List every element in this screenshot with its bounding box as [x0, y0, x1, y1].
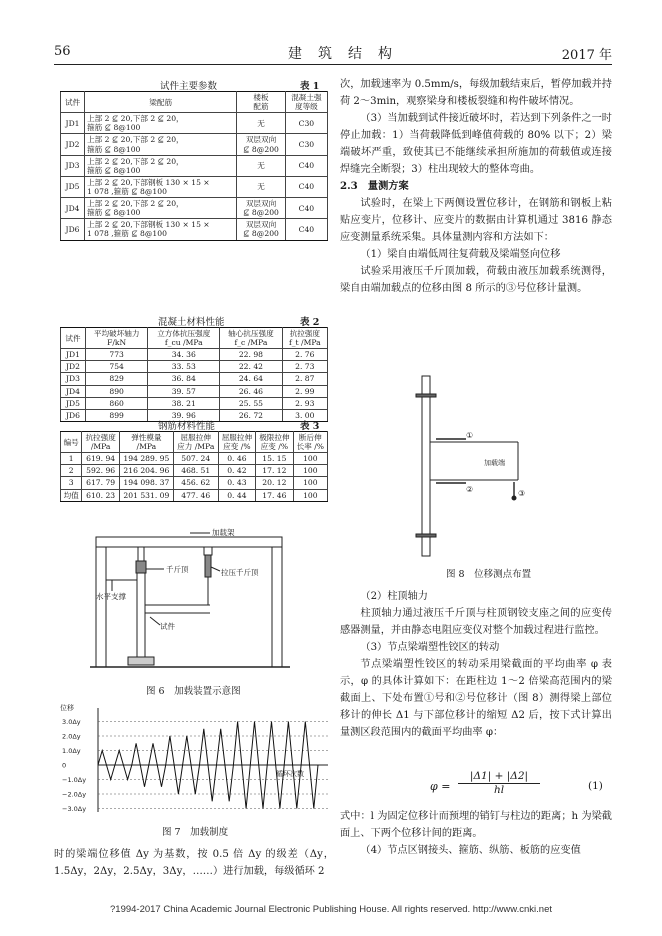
table-row	[61, 453, 328, 465]
table-cell: 100	[293, 453, 327, 465]
table-cell: 2. 87	[282, 373, 327, 385]
table-row	[61, 373, 328, 385]
right-paragraph-3: 试验时，在梁上下两侧设置位移计，在钢筋和钢板上粘贴应变片，位移计、应变片的数据由计算机通过 3816 静态应变测量系统采集。具体量测内容和方法如下：	[340, 198, 612, 243]
right-paragraph-4: 试验采用液压千斤顶加载，荷载由液压加载系统测得，梁自由端加载点的位移由图 8 所示的③号位移计量测。	[340, 266, 612, 294]
table-cell: C40	[285, 155, 327, 176]
table1-header-row	[61, 92, 328, 113]
fig7-ytick-label: −2.0Δy	[62, 790, 87, 799]
journal-title: 建 筑 结 构	[288, 46, 393, 62]
table-cell: 上部 2 ⊈ 20,下部 2 ⊈ 20， 箍筋 ⊈ 8@100	[85, 134, 237, 155]
table1-header-0: 试件	[61, 92, 85, 113]
right-paragraph-5: 柱顶轴力通过液压千斤顶与柱顶钢铰支座之间的应变传感器测量，并由静态电阻应变仪对整个加载过程进行监控。	[340, 608, 612, 636]
table-cell: 无	[237, 113, 286, 134]
table-cell: 无	[237, 155, 286, 176]
label-pull-jack: 拉压千斤顶	[221, 568, 259, 577]
right-paragraph-2: （3）当加载到试件接近破坏时，若达到下列条件之一时停止加载：1）当荷载降低到峰值荷载的 80% 以下；2）梁端破坏严重，致使其已不能继续承担所施加的荷载值或连接焊缝完全断裂；3）柱出现较大的整体弯曲。	[340, 113, 612, 175]
fig8-column-cap	[416, 394, 436, 397]
pull-jack-mount	[204, 547, 212, 555]
table-row	[61, 477, 328, 489]
table2-label: 表 2	[300, 317, 320, 328]
table-row	[61, 113, 328, 134]
table1-header-2: 楼板 配筋	[237, 92, 286, 113]
table-cell: 34. 36	[148, 349, 220, 361]
fig8-column-base	[416, 534, 436, 537]
figure7-loading-protocol	[58, 700, 338, 818]
table-cell: 592. 96	[82, 465, 120, 477]
specimen-column	[137, 573, 145, 657]
table-cell: 39. 96	[148, 409, 220, 421]
table-cell: 39. 57	[148, 385, 220, 397]
table-cell: JD5	[61, 397, 86, 409]
table-cell: C30	[285, 134, 327, 155]
table1	[60, 91, 328, 241]
subsection-3: （3）节点梁端塑性铰区的转动	[360, 642, 500, 653]
table-row	[61, 198, 328, 219]
table-cell: 1	[61, 453, 82, 465]
table-cell: 0. 46	[218, 453, 256, 465]
label-specimen: 试件	[160, 622, 175, 631]
figure7-caption: 图 7 加载制度	[162, 827, 229, 838]
table-row	[61, 489, 328, 501]
table3-title: 钢筋材料性能	[158, 421, 216, 432]
table-cell: 617. 79	[82, 477, 120, 489]
table3-label: 表 3	[300, 421, 320, 432]
table-cell: 2. 93	[282, 397, 327, 409]
table-cell: JD3	[61, 155, 85, 176]
right-paragraph-6: 节点梁端塑性铰区的转动采用梁截面的平均曲率 φ 表示，φ 的具体计算如下：在距柱边 1～2 倍梁高范围内的梁截面上、下处布置①号和②号位移计（图 8）测得梁上部位移计的伸长 Δ1 与下部位移计的缩短 Δ2 后，按下式计算出量测区段范围内的截面平均曲率 φ：	[340, 659, 612, 738]
fig8-column	[422, 376, 430, 556]
header-rule	[54, 64, 612, 65]
table-row	[61, 397, 328, 409]
formula-denominator: hl	[493, 784, 505, 796]
table-cell: 无	[237, 176, 286, 197]
table3-header-1: 抗拉强度 /MPa	[82, 432, 120, 453]
table-row	[61, 155, 328, 176]
table3-header-3: 屈服拉伸 应力 /MPa	[173, 432, 218, 453]
table-cell: C40	[285, 176, 327, 197]
table-cell: 0. 42	[218, 465, 256, 477]
table-cell: 上部 2 ⊈ 20,下部 2 ⊈ 20， 箍筋 ⊈ 8@100	[85, 113, 237, 134]
table-cell: JD3	[61, 373, 86, 385]
formula-numerator: |Δ1| + |Δ2|	[458, 770, 540, 784]
table-cell: 26. 72	[220, 409, 282, 421]
right-column	[340, 76, 612, 297]
table-cell: JD5	[61, 176, 85, 197]
table1-label: 表 1	[300, 81, 320, 92]
table3-header-6: 断后伸 长率 /%	[293, 432, 327, 453]
table3-header-row	[61, 432, 328, 453]
table3	[60, 431, 328, 502]
table2-header-3: 轴心抗压强度 f_c /MPa	[220, 328, 282, 349]
table-cell: 194 098. 37	[119, 477, 173, 489]
subsection-2: （2）柱顶轴力	[360, 591, 428, 602]
pull-jack-icon	[205, 555, 211, 577]
figure8-gauge-layout	[400, 372, 560, 562]
table-cell: 194 289. 95	[119, 453, 173, 465]
table-row	[61, 465, 328, 477]
label-load-end: 加载端	[484, 459, 505, 467]
table-cell: C40	[285, 219, 327, 240]
table-cell: 3. 00	[282, 409, 327, 421]
left-bottom-paragraph: 时的梁端位移值 Δy 为基数，按 0.5 倍 Δy 的级差（Δy，1.5Δy，2Δy，2.5Δy，3Δy，……）进行加载，每级循环 2	[54, 849, 334, 877]
table-cell: C30	[285, 113, 327, 134]
table-cell: 17. 12	[256, 465, 294, 477]
frame-left-post	[96, 547, 106, 667]
table1-title: 试件主要参数	[160, 81, 218, 92]
table-cell: JD4	[61, 198, 85, 219]
fig7-ytick-label: 0	[62, 761, 67, 770]
table-row	[61, 176, 328, 197]
table-cell: 2	[61, 465, 82, 477]
subsection-4: （4）节点区钢接头、箍筋、纵筋、板筋的应变值	[360, 845, 581, 856]
label-jack: 千斤顶	[166, 565, 189, 574]
table-cell: 468. 51	[173, 465, 218, 477]
label-gauge-1: ①	[466, 431, 474, 440]
table-row	[61, 134, 328, 155]
table2-header-2: 立方体抗压强度 f_cu /MPa	[148, 328, 220, 349]
right-paragraph-7: 式中：l 为固定位移计而预埋的销钉与柱边的距离；h 为梁截面上、下两个位移计间的距离。	[340, 811, 612, 839]
table-cell: 829	[85, 373, 147, 385]
label-gauge-2: ②	[466, 485, 474, 494]
table-cell: 双层双向 ⊈ 8@200	[237, 219, 286, 240]
table3-header-0: 编号	[61, 432, 82, 453]
fig7-ytick-label: 1.0Δy	[62, 747, 81, 755]
table-cell: 899	[85, 409, 147, 421]
table-cell: 上部 2 ⊈ 20,下部 2 ⊈ 20， 箍筋 ⊈ 8@100	[85, 155, 237, 176]
table-cell: 17. 46	[256, 489, 294, 501]
table-cell: 0. 43	[218, 477, 256, 489]
table-row	[61, 219, 328, 240]
table-cell: JD6	[61, 219, 85, 240]
fig7-ytick-label: −1.0Δy	[62, 776, 87, 784]
table-cell: JD1	[61, 349, 86, 361]
table3-header-4: 屈服拉伸 应变 /%	[218, 432, 256, 453]
table-cell: 上部 2 ⊈ 20,下部钢板 130 × 15 × 1 078 ,箍筋 ⊈ 8@100	[85, 176, 237, 197]
table-cell: 25. 55	[220, 397, 282, 409]
loading-frame-beam	[96, 537, 282, 547]
table-cell: 754	[85, 361, 147, 373]
table-cell: 201 531. 09	[119, 489, 173, 501]
label-support: 水平支撑	[96, 592, 126, 601]
table1-header-3: 混凝土强 度等级	[285, 92, 327, 113]
table-cell: 100	[293, 465, 327, 477]
formula-fraction	[458, 770, 540, 796]
table-cell: 33. 53	[148, 361, 220, 373]
table-cell: 860	[85, 397, 147, 409]
fig7-ytick-label: 2.0Δy	[62, 732, 81, 741]
table-cell: 26. 46	[220, 385, 282, 397]
table-cell: 773	[85, 349, 147, 361]
table-cell: JD4	[61, 385, 86, 397]
fig7-ylabel: 位移	[60, 704, 74, 712]
table-cell: JD2	[61, 134, 85, 155]
table-cell: 619. 94	[82, 453, 120, 465]
table2	[60, 327, 328, 422]
table-cell: 双层双向 ⊈ 8@200	[237, 134, 286, 155]
table-row	[61, 385, 328, 397]
fig7-ytick-label: −3.0Δy	[62, 805, 87, 813]
figure6-loading-setup	[90, 525, 290, 680]
fig7-ytick-label: 3.0Δy	[62, 718, 81, 726]
table-cell: 36. 84	[148, 373, 220, 385]
table-cell: 890	[85, 385, 147, 397]
table-cell: 均值	[61, 489, 82, 501]
table-cell: 2. 73	[282, 361, 327, 373]
table-cell: 100	[293, 477, 327, 489]
table2-header-row	[61, 328, 328, 349]
subsection-1: （1）梁自由端低周往复荷载及梁端竖向位移	[360, 249, 561, 260]
table-cell: 610. 23	[82, 489, 120, 501]
table-cell: 2. 76	[282, 349, 327, 361]
figure6-caption: 图 6 加载装置示意图	[146, 686, 241, 697]
table-cell: 20. 12	[256, 477, 294, 489]
section-heading-2-3: 2.3 量测方案	[340, 180, 409, 192]
right-paragraph-1: 次，加载速率为 0.5mm/s，每级加载结束后，暂停加载并持荷 2～3min，观察梁身和楼板裂缝和构件破坏情况。	[340, 79, 612, 107]
right-column-lower	[340, 588, 612, 741]
table2-header-1: 平均破坏轴力 F/kN	[85, 328, 147, 349]
gauge-3-tip	[512, 496, 516, 500]
page-footer: ?1994-2017 China Academic Journal Electronic Publishing House. All rights reserved. http://www.cnki.net	[110, 904, 552, 915]
table-cell: JD2	[61, 361, 86, 373]
table-row	[61, 349, 328, 361]
label-gauge-3: ③	[518, 489, 526, 498]
table2-header-4: 抗拉强度 f_t /MPa	[282, 328, 327, 349]
table-cell: 477. 46	[173, 489, 218, 501]
table2-title: 混凝土材料性能	[158, 317, 225, 328]
table2-header-0: 试件	[61, 328, 86, 349]
table-cell: 15. 15	[256, 453, 294, 465]
table-cell: 上部 2 ⊈ 20,下部钢板 130 × 15 × 1 078 ,箍筋 ⊈ 8@100	[85, 219, 237, 240]
frame-right-post	[272, 547, 282, 667]
table-cell: 双层双向 ⊈ 8@200	[237, 198, 286, 219]
table-cell: C40	[285, 198, 327, 219]
table-cell: 22. 42	[220, 361, 282, 373]
fig7-xlabel: 循环次数	[276, 770, 304, 778]
label-frame: 加载架	[212, 528, 235, 537]
table-cell: 216 204. 96	[119, 465, 173, 477]
table-cell: 上部 2 ⊈ 20,下部 2 ⊈ 20， 箍筋 ⊈ 8@100	[85, 198, 237, 219]
table3-header-2: 弹性模量 /MPa	[119, 432, 173, 453]
table-cell: 0. 44	[218, 489, 256, 501]
column-base	[128, 657, 154, 665]
formula-lhs: φ =	[430, 780, 451, 793]
leader-pull-jack	[211, 567, 220, 571]
formula-number: (1)	[588, 780, 603, 792]
table-cell: JD1	[61, 113, 85, 134]
page-number: 56	[54, 44, 71, 59]
table-cell: 2. 99	[282, 385, 327, 397]
figure8-caption: 图 8 位移测点布置	[446, 569, 532, 580]
table-cell: 24. 64	[220, 373, 282, 385]
table1-header-1: 梁配筋	[85, 92, 237, 113]
table-cell: 456. 62	[173, 477, 218, 489]
jack-icon	[136, 561, 146, 573]
year: 2017 年	[561, 48, 612, 63]
table-cell: JD6	[61, 409, 86, 421]
table-cell: 507. 24	[173, 453, 218, 465]
table-cell: 38. 21	[148, 397, 220, 409]
table-cell: 3	[61, 477, 82, 489]
leader-specimen	[150, 617, 160, 625]
right-column-bottom	[340, 808, 612, 859]
jack-mount	[138, 547, 144, 561]
table-cell: 100	[293, 489, 327, 501]
table-cell: 22. 98	[220, 349, 282, 361]
table3-header-5: 极限拉伸 应变 /%	[256, 432, 294, 453]
table-row	[61, 361, 328, 373]
